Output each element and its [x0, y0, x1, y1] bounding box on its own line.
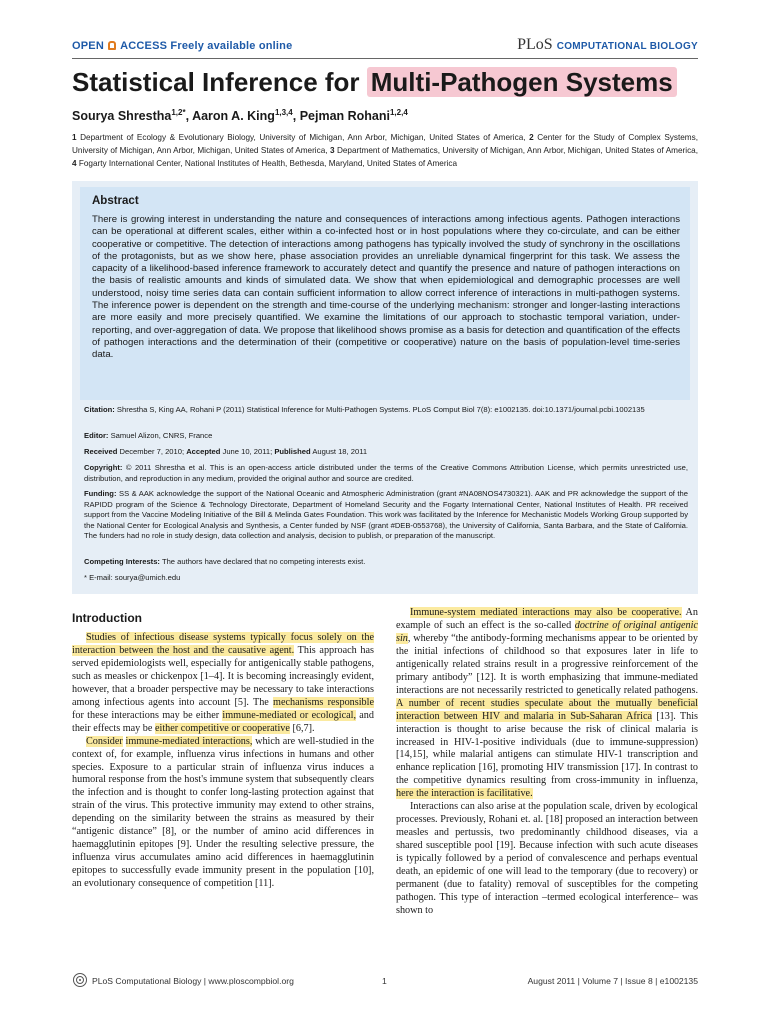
competing-interests: Competing Interests: The authors have declared that no competing interests exist. [84, 557, 366, 566]
journal-name: PLoS COMPUTATIONAL BIOLOGY [517, 36, 698, 53]
open-access-badge: OPEN ACCESS Freely available online [72, 40, 293, 52]
body-column-right [396, 607, 698, 918]
affiliation-number: 1 [72, 133, 81, 142]
highlighted-text: immune-mediated or ecological, [222, 709, 356, 721]
article-title: Statistical Inference for Multi-Pathogen Systems [72, 67, 712, 98]
affiliation-number: 4 [72, 159, 79, 168]
text-run: , whereby “the antibody-forming mechanisms appear to be oriented by the initial infections of childhood so that exposures later in life to antigenically related strains result in a progressive reinforcement of the primary antibody” [12]. It is worth emphasizing that immune-mediated interactions are not necessarily restricted to genetically related pathogens. [396, 632, 698, 696]
text-run: [13]. This interaction is thought to arise because the risk of clinical malaria is increased in HIV-1-positive individuals (due to immune-suppression) [14,15], while malarial antigens can stimulate HIV-1 transcription and enhance replication [16], promoting HIV transmission [17]. In contrast to the competitive dynamics resulting from cross-immunity in influenza, [396, 710, 699, 787]
paragraph [72, 736, 374, 891]
highlighted-text: mechanisms responsible [273, 696, 375, 708]
paragraph [72, 632, 374, 736]
journal-header [72, 38, 698, 56]
author: Pejman Rohani$^{1,2,4}$ [299, 108, 408, 124]
affiliation: Department of Mathematics, University of Michigan, Ann Arbor, Michigan, United States of America, [336, 146, 698, 155]
text-run: An example of such an effect is the so-called [396, 607, 699, 631]
editor: Editor: Samuel Alizon, CNRS, France [84, 431, 213, 440]
text-run: This approach has served epidemiologists well, especially for antigenically stable pathogens, such as measles or chickenpox [1–4]. It is becoming increasingly evident, however, that a broader perspective may be necessary to take interactions among infectious agents into account [5]. The [72, 644, 374, 708]
funding: Funding: SS & AAK acknowledge the support of the National Oceanic and Atmospheric Administration (grant #NA08NOS4730321). AAK and PR acknowledge the support of the RAPIDD program of the Science & Technology Directorate, Department of Homeland Security and the Fogarty International Center, National Institutes of Health. PR received support from the Vaccine Modeling Initiative of the Bill & Melinda Gates Foundation. This work was facilitated by the Inference for Mechanistic Models Working Group supported by the National Center for Ecological Analysis and Synthesis, a Center funded by NSF (grant #DEB-0553768), the University of California, Santa Barbara, and the State of California. The funders had no role in study design, data collection and analysis, decision to publish, or preparation of the manuscript. [84, 489, 688, 540]
header-rule [72, 58, 698, 59]
affiliation-number: 2 [529, 133, 538, 142]
text-run: which are well-studied in the context of, for example, influenza virus infections in humans and other species. Exposure to a particular strain of influenza virus induces a humoral response from the host's immune system that subsequently clears the infection and is thought to confer long-lasting protection against that strain of the virus. This protective immunity may extend to other strains, depending on the similarity between the strains as measured by their “antigenic distance” [8], or the number of amino acid differences in haemagglutinin epitopes [9]. Under the resulting selective pressure, the influenza virus accumulates amino acid differences in haemagglutinin epitopes to successfully evade immunity present in the population [10], an evolutionary consequence of competition [11]. [72, 735, 374, 890]
author-affiliation-marks: 1,3,4 [274, 108, 293, 117]
paragraph: Interactions can also arise at the population scale, driven by ecological processes. Previously, Rohani et. al. [18] proposed an interaction between measles and pertussis, two predominantly childhood diseases, via a shared susceptible pool [19]. Because infection with such acute diseases is typically followed by a period of convalescence and perhaps eventual death, an epidemic of one will lead to the temporary (due to recovery) or permanent (due to fatality) removal of susceptibles for the competing pathogen. This type of interaction –termed ecological interference– was shown to [396, 801, 698, 916]
affiliation: Center for the Study of Complex Systems, University of Michigan, Ann Arbor, Michigan, United States of America, [72, 133, 698, 155]
paragraph [396, 607, 698, 801]
author: Sourya Shrestha$^{1,2*}$ [72, 108, 186, 124]
author-affiliation-marks: 1,2* [171, 108, 186, 117]
affiliation: Fogarty International Center, National Institutes of Health, Bethesda, Maryland, United States of America [78, 159, 458, 168]
affiliations [72, 131, 698, 170]
body-column-left [72, 632, 374, 891]
text-run: and their effects may be [72, 709, 374, 734]
abstract-heading: Abstract [92, 195, 139, 207]
section-heading-introduction: Introduction [72, 611, 142, 625]
highlighted-text: doctrine of original antigenic sin [396, 619, 698, 644]
affiliation-number: 3 [329, 146, 337, 155]
email: * E-mail: sourya@umich.edu [84, 573, 181, 582]
highlighted-text: Studies of infectious disease systems typically focus solely on the interaction between the host and the causative agent. [72, 632, 374, 656]
highlighted-text: A number of recent studies speculate about the mutually beneficial interaction between HIV and malaria in Sub-Saharan Africa [396, 697, 698, 722]
text-run: for these interactions may be either [72, 709, 223, 721]
citation: Citation: Shrestha S, King AA, Rohani P (2011) Statistical Inference for Multi-Pathogen Systems. PLoS Comput Biol 7(8): e1002135. doi:10.1371/journal.pcbi.1002135 [84, 405, 645, 414]
highlighted-text: either competitive or cooperative [154, 722, 290, 734]
page-footer: PLoS Computational Biology | www.ploscompbiol.org 1 August 2011 | Volume 7 | Issue 8 | e1002135 [72, 973, 698, 993]
copyright: Copyright: © 2011 Shrestha et al. This is an open-access article distributed under the terms of the Creative Commons Attribution License, which permits unrestricted use, distribution, and reproduction in any medium, provided the original author and source are credited. [84, 463, 688, 483]
text-run: [6,7]. [289, 722, 315, 734]
author-list: Sourya Shrestha$^{1,2*}$, Aaron A. King$^{1,3,4}$, Pejman Rohani$^{1,2,4}$ [72, 108, 408, 124]
author: Aaron A. King$^{1,3,4}$ [192, 108, 293, 124]
open-lock-icon [108, 41, 116, 50]
title-highlight: Multi-Pathogen Systems [367, 67, 677, 97]
highlighted-text: Immune-system mediated interactions may also be cooperative. [410, 607, 682, 618]
highlighted-text: immune-mediated interactions, [125, 735, 253, 747]
highlighted-text: Consider [86, 735, 123, 747]
affiliation: Department of Ecology & Evolutionary Biology, University of Michigan, Ann Arbor, Michigan, United States of America, [80, 133, 530, 142]
dates: Received December 7, 2010; Accepted June 10, 2011; Published August 18, 2011 [84, 447, 368, 456]
highlighted-text: here the interaction is facilitative. [396, 788, 533, 800]
abstract-text: There is growing interest in understanding the nature and consequences of interactions among infectious agents. Pathogen interactions can be operational at different scales, either within a co-infected host or in host populations where they co-circulate, and can be either cooperative or competitive. The detection of interactions among pathogens has typically involved the study of synchrony in the oscillations of the protagonists, but as we show here, phase association provides an unreliable dynamical fingerprint for this task. We assess the capacity of a likelihood-based inference framework to accurately detect and quantify the presence and nature of pathogen interactions on the basis of realistic amounts and kinds of simulated data. We show that when epidemiological and demographic processes are well understood, noisy time series data can contain sufficient information to allow correct inference of interactions in multi-pathogen systems. The inference power is dependent on the strength and time-course of the underlying mechanism: stronger and longer-lasting interactions are more easily and more precisely quantified. We examine the limitations of our approach to stochastic temporal variation, under-reporting, and over-aggregation of data. We propose that likelihood shows promise as a basis for detection and quantification of the effects of pathogen interactions and the determination of their (competitive or cooperative) nature on the basis of population-level time-series data. [92, 214, 680, 361]
plos-logo-icon [72, 972, 88, 988]
author-affiliation-marks: 1,2,4 [389, 108, 408, 117]
